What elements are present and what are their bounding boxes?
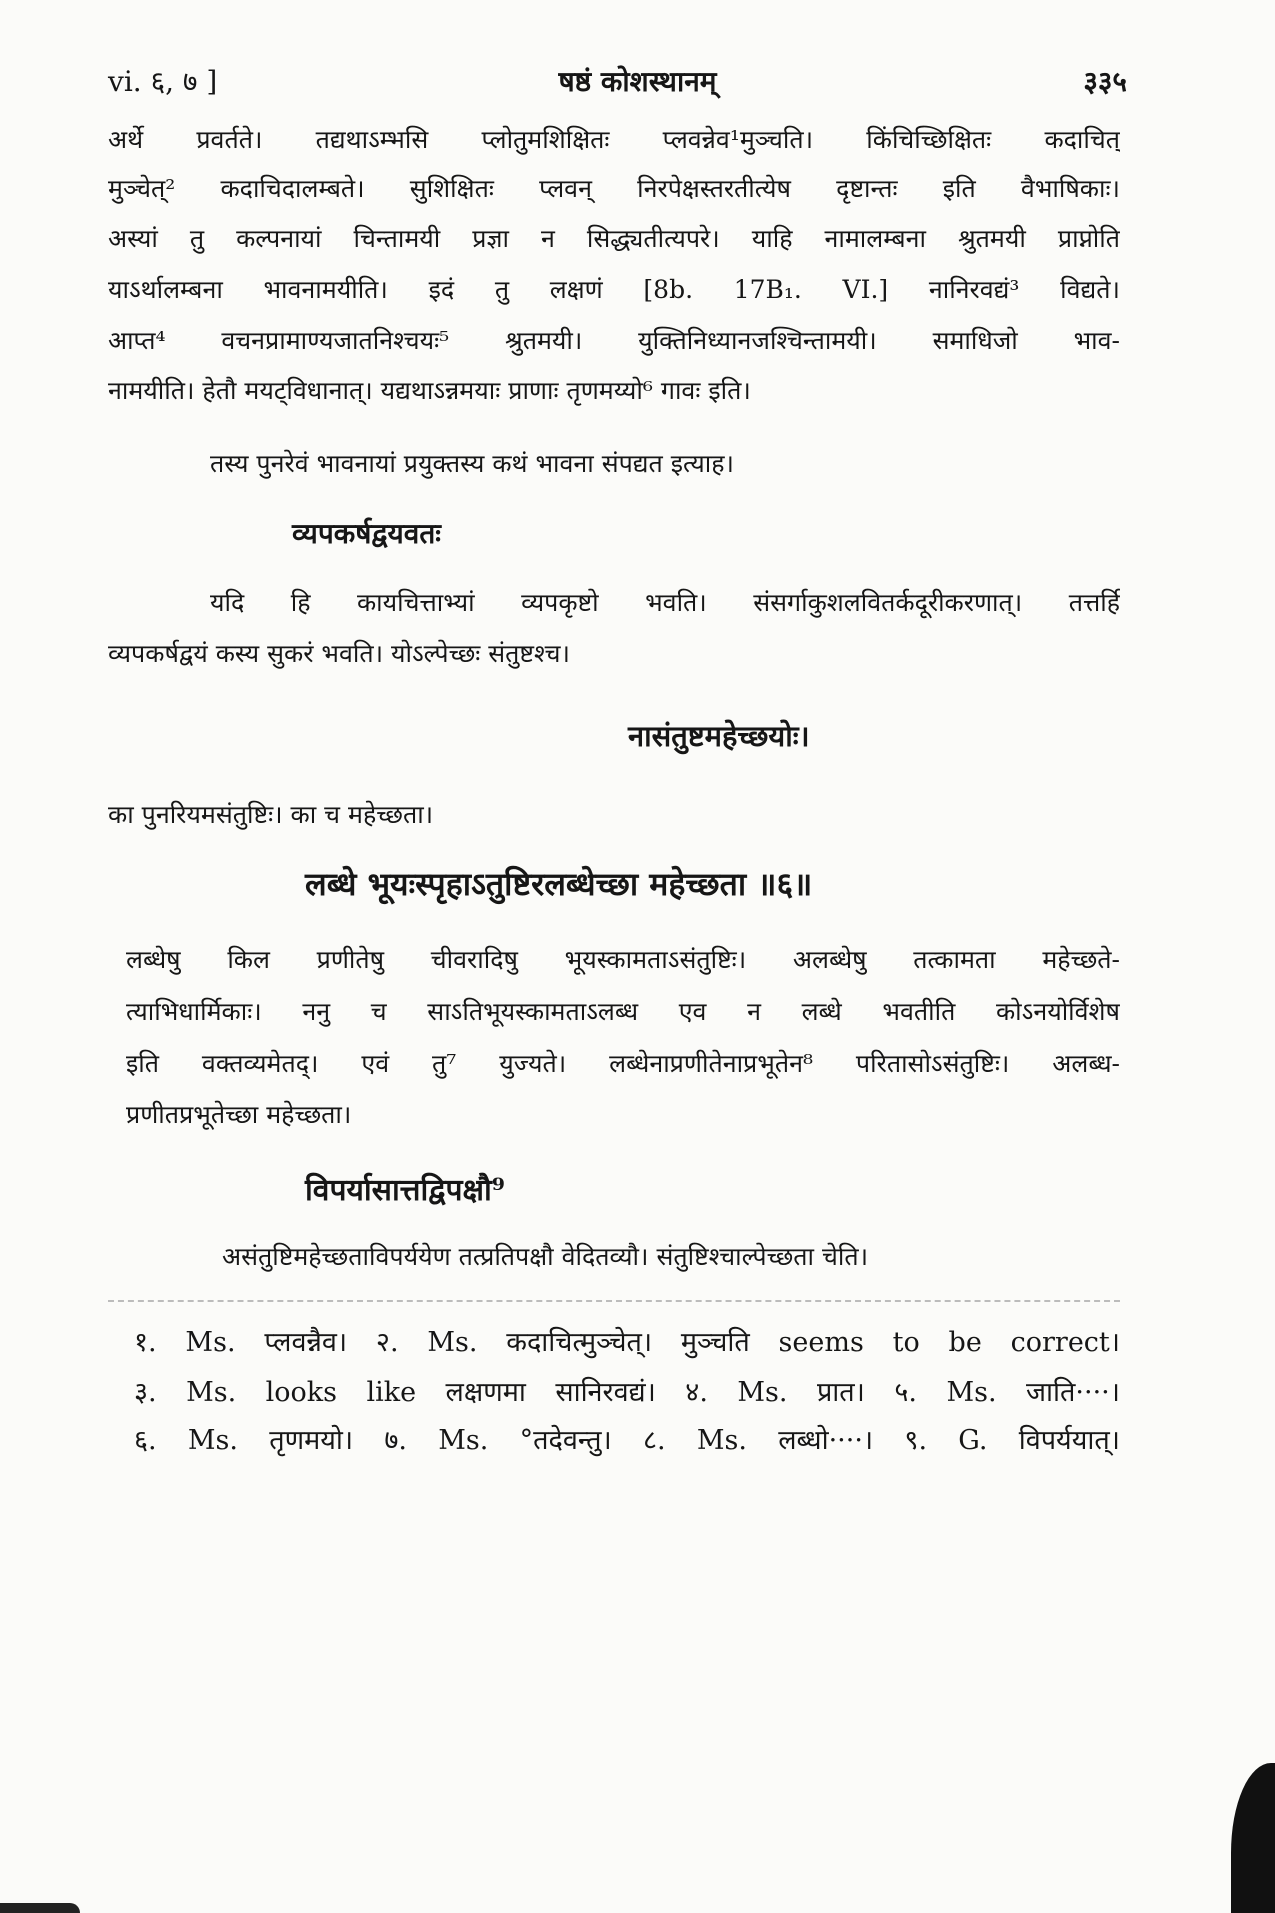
commentary-line: यदि हि कायचित्ताभ्यां व्यपकृष्टो भवति। संसर्गाकुशलवितर्कदूरीकरणात्। तत्तर्हि	[210, 588, 1120, 617]
commentary-line: त्याभिधार्मिकाः। ननु च साऽतिभूयस्कामताऽलब्ध एव न लब्धे भवतीति कोऽनयोर्विशेष	[126, 997, 1120, 1026]
commentary-line: मुञ्चेत्² कदाचिदालम्बते। सुशिक्षितः प्लवन् निरपेक्षस्तरतीत्येष दृष्टान्तः इति वैभाषिकाः।	[108, 174, 1120, 203]
verse-heading: व्यपकर्षद्वयवतः	[292, 517, 441, 550]
commentary-line: लब्धेषु किल प्रणीतेषु चीवरादिषु भूयस्कामताऽसंतुष्टिः। अलब्धेषु तत्कामता महेच्छते-	[126, 945, 1120, 974]
commentary-line: अर्थे प्रवर्तते। तद्यथाऽम्भसि प्लोतुमशिक्षितः प्लवन्नेव¹मुञ्चति। किंचिच्छिक्षितः कदाचित्	[108, 125, 1120, 154]
running-head-section: vi. ६, ७ ]	[108, 65, 218, 98]
verse-heading: विपर्यासात्तद्विपक्षौ⁹	[305, 1173, 505, 1208]
scan-edge-shadow	[1231, 1763, 1275, 1913]
commentary-line: व्यपकर्षद्वयं कस्य सुकरं भवति। योऽल्पेच्छः संतुष्टश्च।	[108, 639, 571, 668]
commentary-line: इति वक्तव्यमेतद्। एवं तु⁷ युज्यते। लब्धेनाप्रणीतेनाप्रभूतेन⁸ परितासोऽसंतुष्टिः। अलब्ध-	[126, 1049, 1120, 1078]
karika-verse: लब्धे भूयःस्पृहाऽतुष्टिरलब्धेच्छा महेच्छता ॥६॥	[305, 865, 813, 903]
commentary-line: अस्यां तु कल्पनायां चिन्तामयी प्रज्ञा न सिद्ध्यतीत्यपरे। याहि नामालम्बना श्रुतमयी प्राप्नोति	[108, 224, 1120, 253]
introductory-line: तस्य पुनरेवं भावनायां प्रयुक्तस्य कथं भावना संपद्यत इत्याह।	[210, 449, 735, 478]
scan-corner-mark	[0, 1903, 80, 1913]
footnote-separator	[108, 1300, 1120, 1302]
question-line: का पुनरियमसंतुष्टिः। का च महेच्छता।	[108, 800, 434, 829]
verse-heading: नासंतुष्टमहेच्छयोः।	[628, 719, 810, 753]
footnote-line: ३. Ms. looks like लक्षणमा सानिरवद्यं। ४. Ms. प्रात। ५. Ms. जाति····।	[134, 1377, 1120, 1408]
commentary-line: याऽर्थालम्बना भावनामयीति। इदं तु लक्षणं [8b. 17B₁. VI.] नानिरवद्यं³ विद्यते।	[108, 275, 1120, 304]
running-head-title: षष्ठं कोशस्थानम्	[558, 65, 717, 98]
commentary-line: प्रणीतप्रभूतेच्छा महेच्छता।	[126, 1100, 352, 1129]
commentary-line: आप्त⁴ वचनप्रामाण्यजातनिश्चयः⁵ श्रुतमयी। युक्तिनिध्यानजश्चिन्तामयी। समाधिजो भाव-	[108, 326, 1120, 355]
commentary-line: असंतुष्टिमहेच्छताविपर्ययेण तत्प्रतिपक्षौ वेदितव्यौ। संतुष्टिश्चाल्पेच्छता चेति।	[222, 1242, 869, 1271]
commentary-line: नामयीति। हेतौ मयट्विधानात्। यद्यथाऽन्नमयाः प्राणाः तृणमय्यो⁶ गावः इति।	[108, 376, 751, 405]
footnote-line: १. Ms. प्लवन्नैव। २. Ms. कदाचित्मुञ्चेत्। मुञ्चति seems to be correct।	[134, 1327, 1120, 1358]
footnote-line: ६. Ms. तृणमयो। ७. Ms. °तदेवन्तु। ८. Ms. लब्धो····। ९. G. विपर्ययात्।	[134, 1425, 1120, 1456]
page-number: ३३५	[1083, 65, 1127, 98]
